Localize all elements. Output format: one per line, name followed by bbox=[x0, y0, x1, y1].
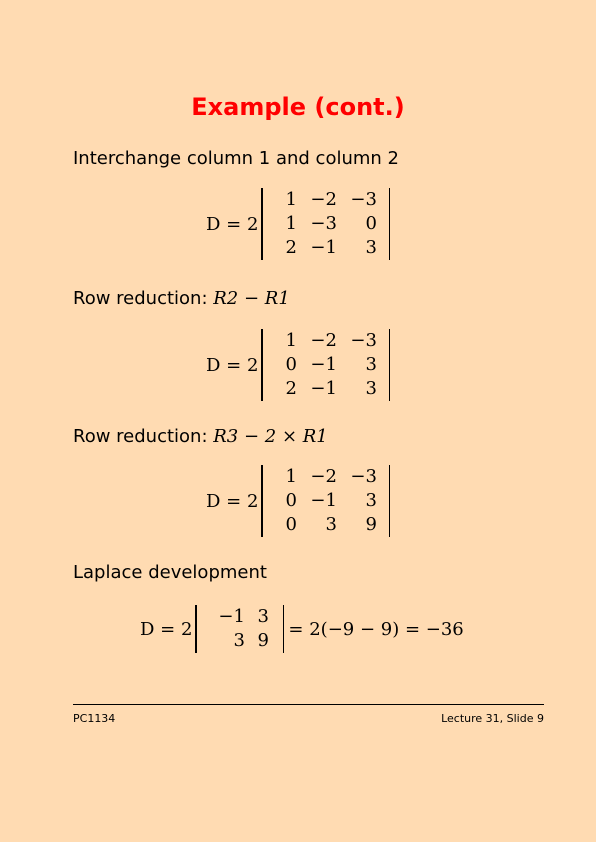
matrix-cell: 1 bbox=[285, 466, 297, 487]
matrix-cell: 0 bbox=[285, 514, 297, 535]
determinant-bar-right bbox=[389, 465, 391, 537]
matrix-cell: 3 bbox=[365, 490, 377, 511]
matrix-cell: −3 bbox=[350, 466, 377, 487]
step-text-laplace: Laplace development bbox=[73, 562, 267, 583]
matrix-cell: 1 bbox=[285, 213, 297, 234]
matrix-cell: −2 bbox=[310, 189, 337, 210]
slide-title: Example (cont.) bbox=[191, 93, 405, 121]
matrix-cell: 3 bbox=[325, 514, 337, 535]
matrix-cell: 2 bbox=[285, 237, 297, 258]
step-text-row-reduction-2 bbox=[73, 426, 328, 447]
matrix-cell: −1 bbox=[310, 354, 337, 375]
matrix-cell: 0 bbox=[285, 490, 297, 511]
matrix-cell: 3 bbox=[233, 630, 245, 651]
equation-lhs: D = 2 bbox=[206, 490, 259, 512]
matrix-cell: −3 bbox=[310, 213, 337, 234]
matrix-cell: −1 bbox=[218, 606, 245, 627]
matrix-cell: 1 bbox=[285, 330, 297, 351]
determinant-matrix bbox=[197, 605, 283, 653]
matrix-cell: −3 bbox=[350, 189, 377, 210]
step-text-row-reduction-1 bbox=[73, 288, 290, 309]
matrix-cell: 3 bbox=[365, 237, 377, 258]
footer-divider bbox=[73, 704, 544, 705]
equation-lhs: D = 2 bbox=[140, 618, 193, 640]
matrix-cell: 2 bbox=[285, 378, 297, 399]
step-prefix: Row reduction: bbox=[73, 426, 214, 447]
equation-lhs: D = 2 bbox=[206, 354, 259, 376]
determinant-bar-right bbox=[389, 329, 391, 401]
matrix-cell: 1 bbox=[285, 189, 297, 210]
equation-lhs: D = 2 bbox=[206, 213, 259, 235]
determinant-matrix bbox=[263, 188, 389, 260]
matrix-cell: 0 bbox=[285, 354, 297, 375]
matrix-cell: 0 bbox=[365, 213, 377, 234]
footer-course: PC1134 bbox=[73, 712, 116, 725]
matrix-cell: 3 bbox=[365, 354, 377, 375]
matrix-cell: −1 bbox=[310, 237, 337, 258]
determinant-bar-right bbox=[389, 188, 391, 260]
determinant-matrix bbox=[263, 329, 389, 401]
equation-4 bbox=[140, 605, 464, 653]
matrix-cell: −2 bbox=[310, 330, 337, 351]
determinant-bar-right bbox=[283, 605, 285, 653]
matrix-cell: 3 bbox=[257, 606, 269, 627]
matrix-cell: 3 bbox=[365, 378, 377, 399]
matrix-cell: −1 bbox=[310, 378, 337, 399]
footer-slide-number: Lecture 31, Slide 9 bbox=[441, 712, 544, 725]
step-expression: R2 − R1 bbox=[213, 288, 290, 309]
matrix-cell: 9 bbox=[257, 630, 269, 651]
equation-2 bbox=[206, 329, 390, 401]
determinant-matrix bbox=[263, 465, 389, 537]
equation-1 bbox=[206, 188, 390, 260]
step-expression: R3 − 2 × R1 bbox=[213, 426, 328, 447]
equation-rhs: = 2(−9 − 9) = −36 bbox=[288, 618, 464, 640]
matrix-cell: −3 bbox=[350, 330, 377, 351]
equation-3 bbox=[206, 465, 390, 537]
matrix-cell: −1 bbox=[310, 490, 337, 511]
matrix-cell: −2 bbox=[310, 466, 337, 487]
step-text-interchange: Interchange column 1 and column 2 bbox=[73, 148, 399, 169]
step-prefix: Row reduction: bbox=[73, 288, 214, 309]
matrix-cell: 9 bbox=[365, 514, 377, 535]
